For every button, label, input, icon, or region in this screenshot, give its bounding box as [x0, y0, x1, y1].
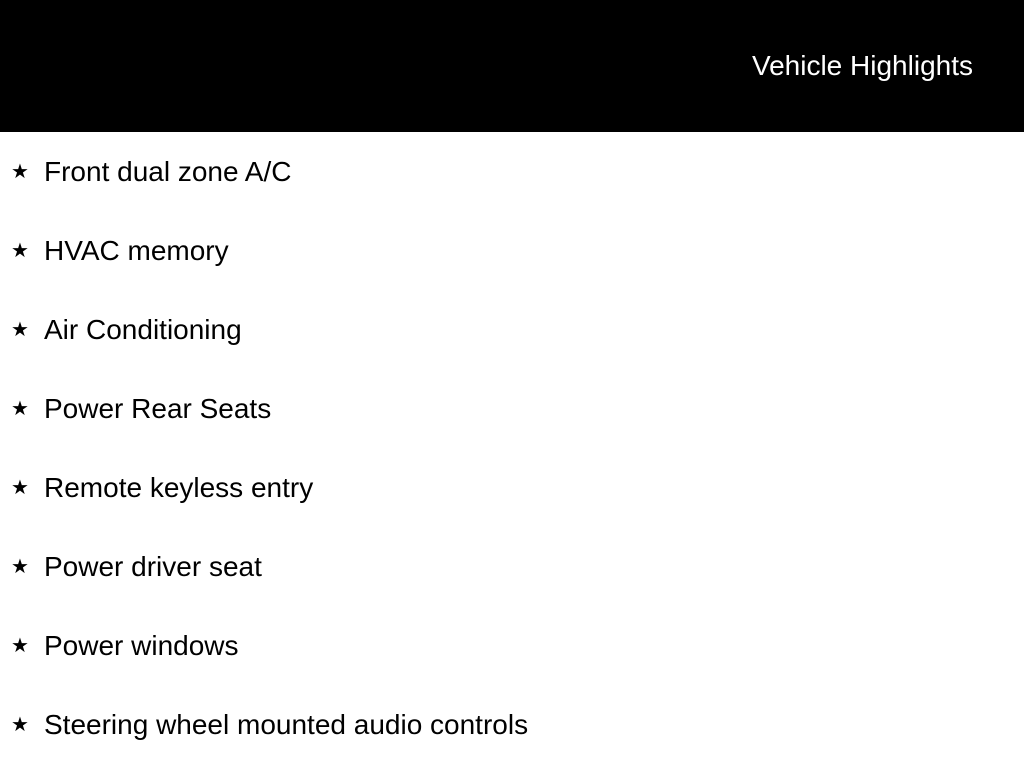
highlights-list — [0, 152, 1024, 768]
highlight-label: Air Conditioning — [44, 314, 242, 345]
highlight-label: Power Rear Seats — [44, 393, 272, 424]
star-icon: ★ — [11, 317, 29, 341]
star-icon: ★ — [11, 159, 29, 183]
list-item — [0, 547, 1024, 626]
star-icon: ★ — [11, 633, 29, 657]
highlight-label: Front dual zone A/C — [44, 156, 292, 187]
list-item — [0, 152, 1024, 231]
page-title: Vehicle Highlights — [751, 50, 973, 81]
highlight-label: Power windows — [44, 630, 239, 661]
highlight-label: Power driver seat — [44, 551, 262, 582]
star-icon: ★ — [11, 712, 29, 736]
star-icon: ★ — [11, 475, 29, 499]
highlight-label: Steering wheel mounted audio controls — [44, 709, 529, 740]
star-icon: ★ — [11, 396, 29, 420]
highlight-label: HVAC memory — [44, 235, 229, 266]
list-item — [0, 231, 1024, 310]
star-icon: ★ — [11, 554, 29, 578]
list-item — [0, 626, 1024, 705]
header-bar — [0, 0, 1024, 132]
list-item — [0, 705, 1024, 768]
list-item — [0, 468, 1024, 547]
star-icon: ★ — [11, 238, 29, 262]
list-item — [0, 389, 1024, 468]
list-item — [0, 310, 1024, 389]
highlight-label: Remote keyless entry — [44, 472, 314, 503]
